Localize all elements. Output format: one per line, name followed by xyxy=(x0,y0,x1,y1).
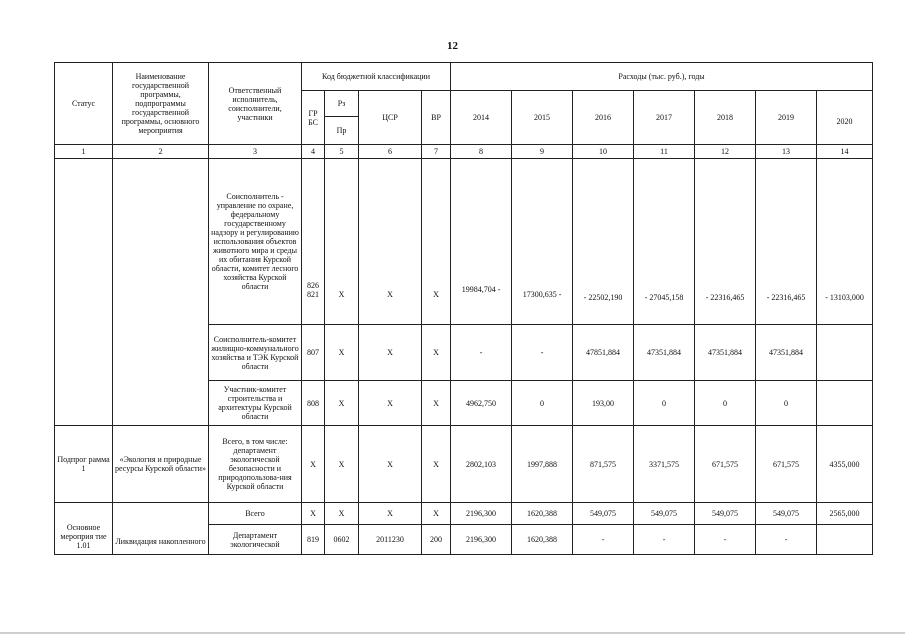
value-cell: - 22316,465 xyxy=(756,159,817,325)
value-cell: 47351,884 xyxy=(695,325,756,381)
csr-cell: Х xyxy=(359,159,422,325)
value-cell xyxy=(817,381,873,426)
csr-cell: Х xyxy=(359,381,422,426)
value-cell: 0 xyxy=(512,381,573,426)
status-cell: Подпрог рамма 1 xyxy=(55,426,113,503)
value-cell: 1620,388 xyxy=(512,503,573,525)
csr-cell: 2011230 xyxy=(359,525,422,555)
vr-cell: Х xyxy=(422,325,451,381)
header-responsible: Ответственный исполнитель, соисполнители, участники xyxy=(209,63,302,145)
col-number: 12 xyxy=(695,145,756,159)
vr-cell: Х xyxy=(422,159,451,325)
value-cell: 549,075 xyxy=(573,503,634,525)
grbs-cell: Х xyxy=(302,426,325,503)
status-cell xyxy=(55,159,113,426)
grbs-cell: 808 xyxy=(302,381,325,426)
col-number: 10 xyxy=(573,145,634,159)
rz-cell: Х xyxy=(325,159,359,325)
value-cell: - 13103,000 xyxy=(817,159,873,325)
table-row xyxy=(55,426,873,503)
value-cell: - xyxy=(451,325,512,381)
col-number: 13 xyxy=(756,145,817,159)
table-row xyxy=(55,159,873,325)
rz-cell: Х xyxy=(325,325,359,381)
budget-table xyxy=(54,62,873,555)
name-cell: «Экология и природные ресурсы Курской области» xyxy=(113,426,209,503)
col-number: 11 xyxy=(634,145,695,159)
col-number: 9 xyxy=(512,145,573,159)
csr-cell: Х xyxy=(359,503,422,525)
header-grbs: ГР БС xyxy=(302,91,325,145)
vr-cell: Х xyxy=(422,503,451,525)
value-cell: - 22502,190 xyxy=(573,159,634,325)
value-cell: 19984,704 - xyxy=(451,159,512,325)
header-vr: ВР xyxy=(422,91,451,145)
value-cell: 0 xyxy=(634,381,695,426)
vr-cell: Х xyxy=(422,381,451,426)
col-number: 5 xyxy=(325,145,359,159)
value-cell: 47351,884 xyxy=(756,325,817,381)
value-cell: 17300,635 - xyxy=(512,159,573,325)
value-cell: 47851,884 xyxy=(573,325,634,381)
value-cell: 2802,103 xyxy=(451,426,512,503)
responsible-cell: Всего, в том числе: департамент экологической безопасности и природопользова-ния Курской области xyxy=(209,426,302,503)
value-cell: 549,075 xyxy=(634,503,695,525)
header-budget-code: Код бюджетной классификации xyxy=(302,63,451,91)
value-cell: 2565,000 xyxy=(817,503,873,525)
grbs-cell: 819 xyxy=(302,525,325,555)
header-year: 2014 xyxy=(451,91,512,145)
value-cell: 2196,300 xyxy=(451,503,512,525)
name-cell xyxy=(113,159,209,426)
header-rz: Рз xyxy=(325,91,359,117)
responsible-cell: Всего xyxy=(209,503,302,525)
header-status: Статус xyxy=(55,63,113,145)
page-number: 12 xyxy=(447,40,458,52)
value-cell: 2196,300 xyxy=(451,525,512,555)
value-cell: - 27045,158 xyxy=(634,159,695,325)
header-year: 2015 xyxy=(512,91,573,145)
col-number: 7 xyxy=(422,145,451,159)
header-year: 2017 xyxy=(634,91,695,145)
rz-cell: Х xyxy=(325,426,359,503)
name-cell: Ликвидация накопленного xyxy=(113,503,209,555)
col-number: 14 xyxy=(817,145,873,159)
value-cell: 0 xyxy=(756,381,817,426)
table-row xyxy=(55,503,873,525)
value-cell: - xyxy=(573,525,634,555)
header-year: 2020 xyxy=(817,91,873,145)
status-cell: Основное мероприя тие 1.01 xyxy=(55,503,113,555)
value-cell: 193,00 xyxy=(573,381,634,426)
col-number: 4 xyxy=(302,145,325,159)
value-cell: 0 xyxy=(695,381,756,426)
grbs-cell: Х xyxy=(302,503,325,525)
scan-edge-line xyxy=(0,632,905,634)
grbs-cell: 807 xyxy=(302,325,325,381)
csr-cell: Х xyxy=(359,426,422,503)
col-number: 8 xyxy=(451,145,512,159)
value-cell: 549,075 xyxy=(756,503,817,525)
responsible-cell: Соисполнитель - управление по охране, федеральному государственному надзору и регулированию использования объектов животного мира и среды их обитания Курской области, комитет лесного хозяйства Курской области xyxy=(209,159,302,325)
header-expenses: Расходы (тыс. руб.), годы xyxy=(451,63,873,91)
value-cell: 4962,750 xyxy=(451,381,512,426)
value-cell: - xyxy=(695,525,756,555)
value-cell: 549,075 xyxy=(695,503,756,525)
value-cell: 1620,388 xyxy=(512,525,573,555)
header-csr: ЦСР xyxy=(359,91,422,145)
vr-cell: Х xyxy=(422,426,451,503)
header-year: 2018 xyxy=(695,91,756,145)
value-cell: - xyxy=(756,525,817,555)
value-cell: 671,575 xyxy=(756,426,817,503)
header-name: Наименование государственной программы, подпрограммы государственной программы, основного мероприятия xyxy=(113,63,209,145)
col-number: 1 xyxy=(55,145,113,159)
csr-cell: Х xyxy=(359,325,422,381)
grbs-cell: 826 821 xyxy=(302,159,325,325)
col-number: 6 xyxy=(359,145,422,159)
value-cell: 671,575 xyxy=(695,426,756,503)
header-year: 2016 xyxy=(573,91,634,145)
value-cell xyxy=(817,325,873,381)
value-cell: 1997,888 xyxy=(512,426,573,503)
value-cell: 3371,575 xyxy=(634,426,695,503)
value-cell: 4355,000 xyxy=(817,426,873,503)
col-number: 2 xyxy=(113,145,209,159)
responsible-cell: Соисполнитель-комитет жилищно-коммунального хозяйства и ТЭК Курской области xyxy=(209,325,302,381)
responsible-cell: Департамент экологической xyxy=(209,525,302,555)
responsible-cell: Участник-комитет строительства и архитектуры Курской области xyxy=(209,381,302,426)
header-pr: Пр xyxy=(325,117,359,145)
vr-cell: 200 xyxy=(422,525,451,555)
col-number: 3 xyxy=(209,145,302,159)
value-cell: 47351,884 xyxy=(634,325,695,381)
rz-cell: Х xyxy=(325,381,359,426)
value-cell: - xyxy=(512,325,573,381)
rz-cell: Х xyxy=(325,503,359,525)
value-cell: 871,575 xyxy=(573,426,634,503)
header-year: 2019 xyxy=(756,91,817,145)
value-cell: - xyxy=(634,525,695,555)
value-cell: - 22316,465 xyxy=(695,159,756,325)
rz-cell: 0602 xyxy=(325,525,359,555)
value-cell xyxy=(817,525,873,555)
